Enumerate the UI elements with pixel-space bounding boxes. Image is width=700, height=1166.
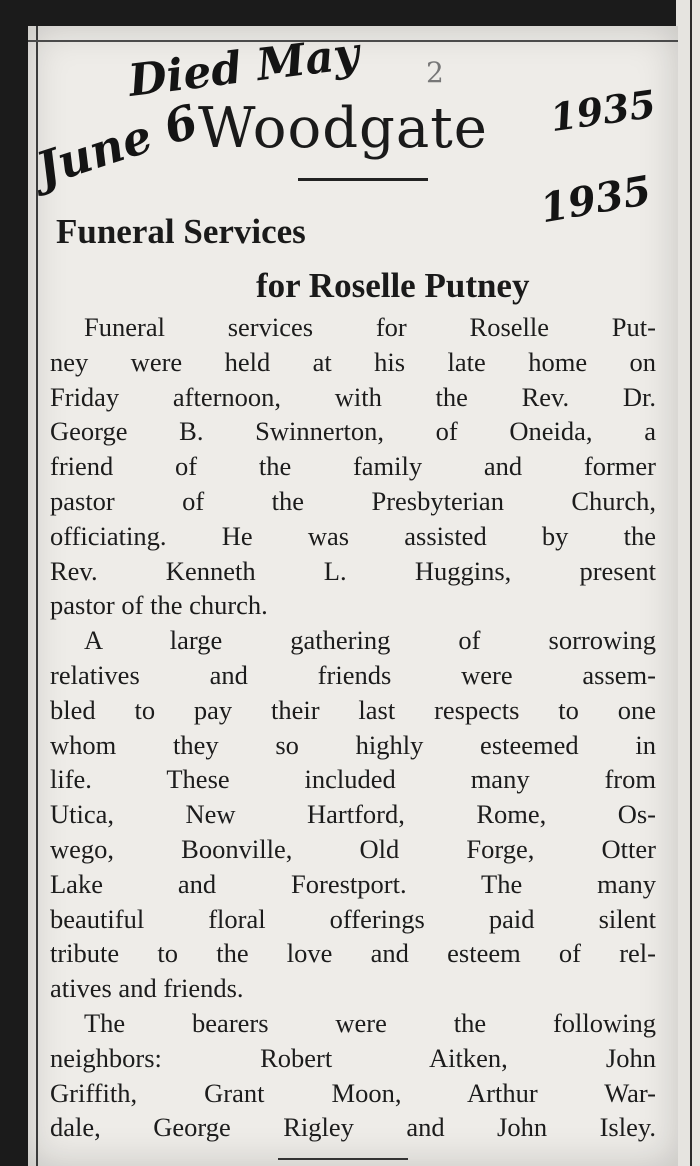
article-line: dale, George Rigley and John Isley. <box>50 1112 656 1143</box>
article-line: Rev. Kenneth L. Huggins, present <box>50 555 656 586</box>
article-line: wego, Boonville, Old Forge, Otter <box>50 833 656 864</box>
article-line: neighbors: Robert Aitken, John <box>50 1042 656 1073</box>
column-rule-left <box>36 26 38 1166</box>
article-line: Friday afternoon, with the Rev. Dr. <box>50 381 656 412</box>
handwritten-year-bottom: 1935 <box>536 166 655 233</box>
headline-line-2: for Roselle Putney <box>256 266 530 305</box>
article-line: atives and friends. <box>50 973 244 1004</box>
article-line: Lake and Forestport. The many <box>50 868 656 899</box>
article-line: The bearers were the following <box>84 1007 656 1038</box>
article-body <box>50 310 656 1145</box>
section-masthead: Woodgate <box>198 96 488 161</box>
article-line: friend of the family and former <box>50 451 656 482</box>
article-line: bled to pay their last respects to one <box>50 694 656 725</box>
handwritten-year-top: 1935 <box>547 80 659 141</box>
article-line: whom they so highly esteemed in <box>50 729 656 760</box>
page-number: 2 <box>426 56 444 89</box>
handwritten-died-note: Died May <box>125 28 362 107</box>
article-line: pastor of the church. <box>50 590 268 621</box>
scrapbook-backing <box>676 0 700 1166</box>
headline-line-1: Funeral Services <box>56 212 306 251</box>
article-line: relatives and friends were assem- <box>50 659 656 690</box>
backing-rule <box>690 0 692 1166</box>
bottom-rule <box>278 1158 408 1160</box>
article-line: Utica, New Hartford, Rome, Os- <box>50 799 656 830</box>
masthead-rule <box>298 178 428 181</box>
handwritten-date-note: June 6 <box>29 93 205 197</box>
newspaper-clipping <box>28 26 678 1166</box>
article-line: A large gathering of sorrowing <box>84 625 656 656</box>
article-line: pastor of the Presbyterian Church, <box>50 485 656 516</box>
article-line: Griffith, Grant Moon, Arthur War- <box>50 1077 656 1108</box>
article-line: George B. Swinnerton, of Oneida, a <box>50 416 656 447</box>
article-line: beautiful floral offerings paid silent <box>50 903 656 934</box>
article-line: tribute to the love and esteem of rel- <box>50 938 656 969</box>
article-line: Funeral services for Roselle Put- <box>84 312 656 342</box>
article-line: officiating. He was assisted by the <box>50 520 656 551</box>
article-line: life. These included many from <box>50 764 656 795</box>
article-line: ney were held at his late home on <box>50 346 656 377</box>
